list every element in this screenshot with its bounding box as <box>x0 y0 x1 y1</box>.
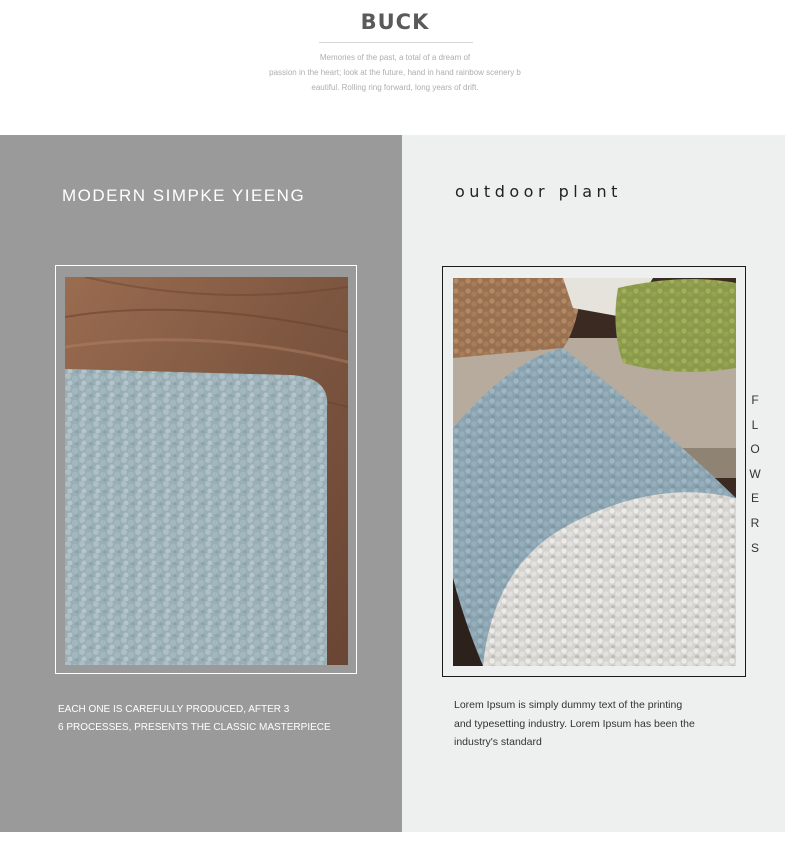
vertical-letter: R <box>750 515 760 530</box>
caption-line: EACH ONE IS CAREFULLY PRODUCED, AFTER 3 <box>58 704 290 715</box>
brand-tagline <box>255 50 535 95</box>
vertical-letter: S <box>750 540 759 555</box>
caption-line: industry's standard <box>454 736 542 748</box>
brand-divider <box>319 42 473 43</box>
left-feature-panel <box>0 135 402 832</box>
right-panel-heading: outdoor plant <box>455 182 622 201</box>
vertical-letter: O <box>750 442 760 457</box>
vertical-letter: W <box>749 466 761 481</box>
left-panel-heading: MODERN SIMPKE YIEENG <box>62 186 306 205</box>
caption-line: 6 PROCESSES, PRESENTS THE CLASSIC MASTERPIECE <box>58 722 331 733</box>
right-feature-panel <box>402 135 785 832</box>
caption-line: and typesetting industry. Lorem Ipsum has been the <box>454 717 695 730</box>
vertical-letter: F <box>751 393 759 407</box>
right-panel-caption <box>454 696 744 752</box>
pillows-on-sofa-photo <box>453 278 736 666</box>
vertical-letter: L <box>751 417 759 432</box>
blue-plush-pillow-photo <box>65 277 348 665</box>
caption-line: Lorem Ipsum is simply dummy text of the printing <box>454 699 683 711</box>
tagline-line: eautiful. Rolling ring forward, long years of drift. <box>311 83 479 92</box>
left-panel-caption <box>58 701 358 737</box>
brand-title: BUCK <box>360 10 430 34</box>
tagline-line: passion in the heart; look at the future, hand in hand rainbow scenery b <box>269 68 521 77</box>
vertical-letter: E <box>750 491 759 506</box>
tagline-line: Memories of the past, a total of a dream of <box>319 53 471 62</box>
vertical-flowers-label <box>749 388 761 560</box>
